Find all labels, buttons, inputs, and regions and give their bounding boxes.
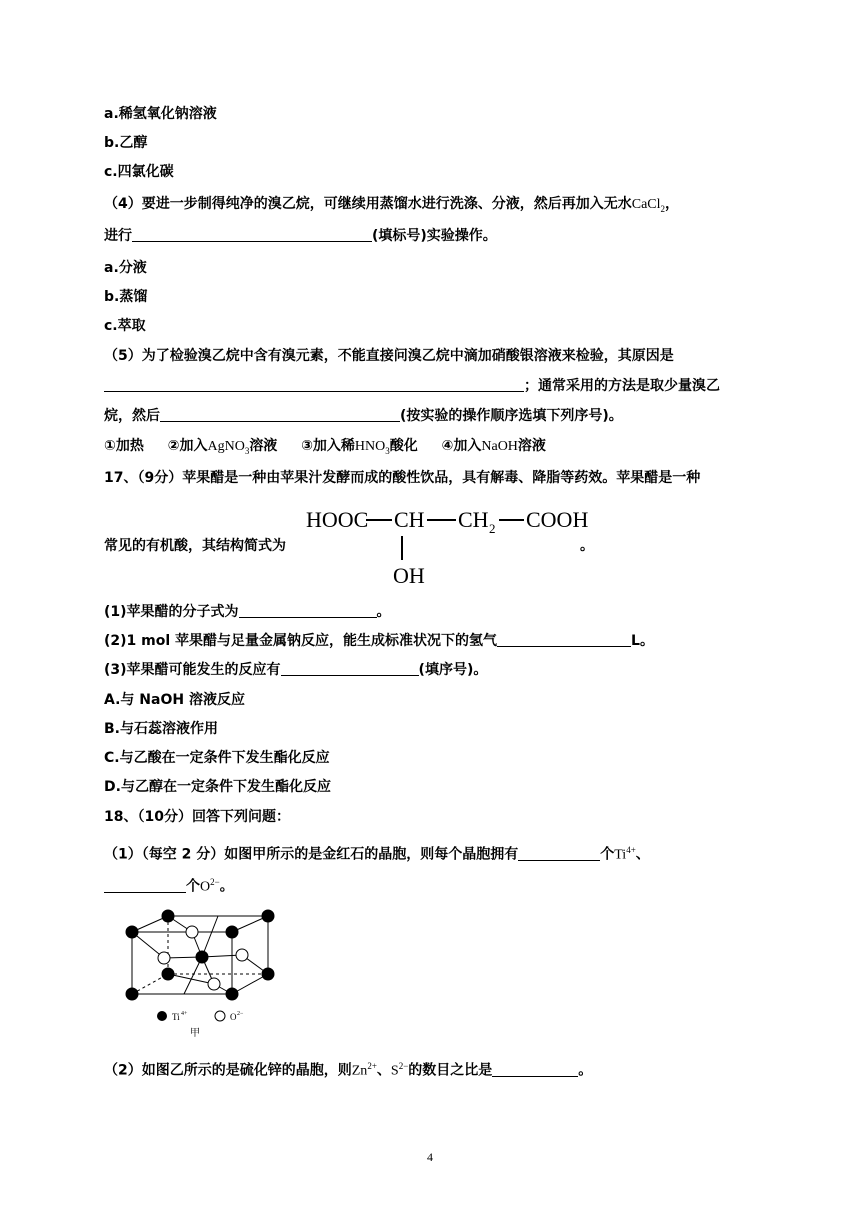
legend-o-symbol [215,1011,225,1021]
q17-p3-end: (填序号)。 [418,662,488,678]
ti-atom [262,968,274,980]
q5-line3-post: (按实验的操作顺序选填下列序号)。 [400,408,623,424]
page-number: 4 [427,1150,433,1164]
cell-back-edges [168,916,268,974]
q4-reagent: CaCl [631,197,661,212]
q5-opt4-pre: ④加入 [441,438,482,454]
q17-p2-blank[interactable] [497,632,631,647]
q18-p2-post: 的数目之比是 [408,1062,493,1079]
q17-p3 [104,660,487,680]
q17-p1-text: (1)苹果醋的分子式为 [104,604,239,620]
q5-line3-pre: 烷，然后 [104,408,160,424]
q5-opt1: ①加热 [104,438,144,454]
q18-p2-sep: 、 [376,1062,391,1079]
q17-option-d: D.与乙醇在一定条件下发生酯化反应 [104,779,331,795]
q5-opt3-post: 酸化 [389,438,418,454]
q18-p1-line2-ion: O [200,879,211,895]
q18-p2-pre: （2）如图乙所示的是硫化锌的晶胞，则 [104,1062,352,1079]
q4-text: （4）要进一步制得纯净的溴乙烷，可继续用蒸馏水进行洗涤、分液，然后再加入无水 [104,196,632,212]
q4-option-b: b.蒸馏 [104,289,148,305]
q4-answer-blank[interactable] [132,227,372,242]
q18-p2-zn: Zn [351,1063,368,1079]
legend-ti-sup: 4+ [181,1011,188,1017]
ti-atom [126,988,138,1000]
q17-option-c: C.与乙酸在一定条件下发生酯化反应 [104,750,330,766]
q5-line1: （5）为了检验溴乙烷中含有溴元素，不能直接问溴乙烷中滴加硝酸银溶液来检验，其原因是 [104,348,674,364]
formula-hooc: HOOC [306,507,369,532]
q4-tail: ， [665,196,680,212]
q18-p2-s-sup: 2− [398,1061,409,1071]
q17-intro: 17、（9分）苹果醋是一种由苹果汁发酵而成的酸性饮品，具有解毒、降脂等药效。苹果醋是一种 [104,470,701,486]
q5-opt3-reagent: HNO [354,439,386,454]
o-atom [186,926,198,938]
q5-reason-blank[interactable] [104,377,524,392]
option-c-ccl4: c.四氯化碳 [104,164,174,180]
q5-opt4-reagent: NaOH [481,439,518,454]
q18-p1-ion-sup: 4+ [626,845,636,855]
q17-option-b: B.与石蕊溶液作用 [104,721,218,737]
formula-cooh: COOH [526,507,589,532]
malic-acid-structural-formula [300,500,600,590]
q5-line2-post: ；通常采用的方法是取少量溴乙 [524,378,720,394]
q4-line2-post: (填标号)实验操作。 [372,228,497,244]
q5-order-blank[interactable] [160,407,400,422]
o-atom [158,952,170,964]
option-b-ethanol: b.乙醇 [104,135,148,151]
o-atom [236,949,248,961]
q18-p1-line2 [104,872,234,898]
ti-atom-center [196,951,208,963]
q17-p2-end: L。 [631,633,654,649]
q18-p2-blank[interactable] [492,1062,578,1077]
q17-p1-end: 。 [376,604,391,620]
o-atom [208,978,220,990]
q5-options [104,436,546,461]
q18-p1-line1 [104,840,650,866]
q5-opt2-post: 溶液 [249,438,278,454]
q18-intro: 18、（10分）回答下列问题： [104,809,290,825]
legend-o-label: O [230,1012,237,1022]
ti-atom [226,988,238,1000]
formula-oh: OH [393,563,425,588]
q18-p2-end: 。 [578,1062,593,1079]
q5-opt3-sub: 3 [385,445,390,456]
figure-caption: 甲 [190,1028,200,1039]
q18-p1-mid: 个 [600,846,615,863]
q17-intro2-end: 。 [580,538,594,554]
q17-p2-text: (2)1 mol 苹果醋与足量金属钠反应，能生成标准状况下的氢气 [104,633,498,649]
q5-line2 [104,376,720,396]
q18-p1-pre: （1）（每空 2 分）如图甲所示的是金红石的晶胞，则每个晶胞拥有 [104,846,519,863]
q17-intro2: 常见的有机酸，其结构简式为 [104,538,286,554]
ti-atom [162,910,174,922]
q5-opt4-post: 溶液 [517,438,546,454]
q4-line1 [104,194,679,219]
q18-p2 [104,1056,592,1082]
q4-reagent-sub: 2 [660,203,666,214]
bond-center-top [202,916,218,957]
q17-p1 [104,602,391,622]
q18-ti-count-blank[interactable] [518,846,600,861]
q5-line3 [104,406,623,426]
rutile-unit-cell-diagram [118,904,298,1042]
q18-p1-end: 、 [635,846,650,863]
q18-p1-line2-sup: 2− [210,877,220,887]
q4-line2-pre: 进行 [104,228,132,244]
q4-line2 [104,226,497,246]
q17-p2 [104,631,654,651]
formula-ch: CH [394,507,425,532]
q4-option-c: c.萃取 [104,318,146,334]
q18-p2-s: S [390,1063,399,1079]
option-a-dilute-naoh: a.稀氢氧化钠溶液 [104,106,217,122]
q18-p1-line2-mid: 个 [186,878,200,895]
q18-o-count-blank[interactable] [104,878,186,893]
q5-opt3-pre: ③加入稀 [301,438,355,454]
legend-ti-symbol [157,1011,167,1021]
q5-opt2-reagent: AgNO [207,439,245,454]
legend-ti-label: Ti [172,1012,180,1022]
ti-atom [226,926,238,938]
formula-ch2-sub: 2 [489,521,496,536]
q5-opt2-sub: 3 [244,445,250,456]
q17-p3-text: (3)苹果醋可能发生的反应有 [104,662,281,678]
q18-p1-ion: Ti [614,847,627,863]
q17-p1-blank[interactable] [239,603,377,618]
q17-p3-blank[interactable] [281,661,419,676]
legend-o-sup: 2− [237,1011,244,1017]
q17-option-a: A.与 NaOH 溶液反应 [104,692,245,708]
q5-opt2-pre: ②加入 [167,438,208,454]
q4-option-a: a.分液 [104,260,147,276]
ti-atom [262,910,274,922]
ti-atom [126,926,138,938]
q18-p1-line2-end: 。 [219,878,234,895]
ti-atom [162,968,174,980]
q18-p2-zn-sup: 2+ [367,1061,377,1071]
formula-ch2: CH [458,507,489,532]
